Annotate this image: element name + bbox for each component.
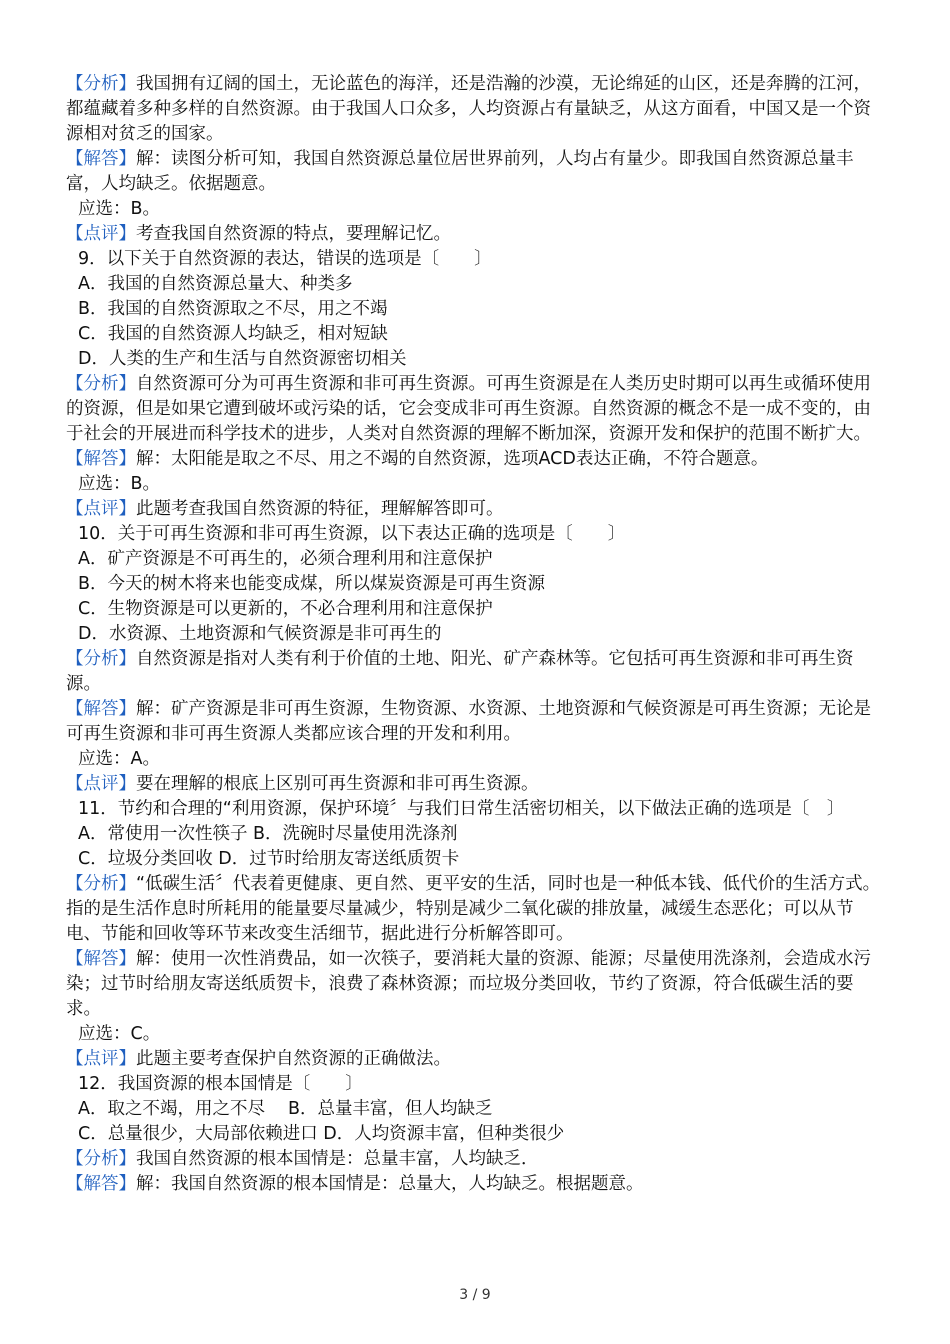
section-tag: 【解答】 xyxy=(66,1174,136,1194)
option-24 xyxy=(66,847,886,872)
paragraph-text: B．我国的自然资源取之不尽，用之不竭 xyxy=(78,299,388,319)
answer-27 xyxy=(66,1022,886,1047)
paragraph-text: 要在理解的根底上区别可再生资源和非可再生资源。 xyxy=(136,774,539,794)
paragraph-text: 解：使用一次性消费品，如一次筷子，要消耗大量的资源、能源；尽量使用洗涤剂，会造成水污染；过节时给朋友寄送纸质贺卡，浪费了森林资源；而垃圾分类回收，节约了资源，符合低碳生活的要求。 xyxy=(66,949,871,1019)
paragraph-text: 此题主要考查保护自然资源的正确做法。 xyxy=(136,1049,451,1069)
option-8 xyxy=(66,347,886,372)
paragraph-text: 自然资源是指对人类有利于价值的土地、阳光、矿产森林等。它包括可再生资源和非可再生资源。 xyxy=(66,649,854,694)
paragraph-text: A．取之不竭，用之不尽 B．总量丰富，但人均缺乏 xyxy=(78,1099,493,1119)
section-tag: 【点评】 xyxy=(66,1049,136,1069)
document-body xyxy=(66,72,886,1197)
option-15 xyxy=(66,572,886,597)
paragraph-text: C．我国的自然资源人均缺乏，相对短缺 xyxy=(78,324,388,344)
section-tag: 【分析】 xyxy=(66,374,136,394)
paragraph-text: 解：太阳能是取之不尽、用之不竭的自然资源，选项ACD表达正确，不符合题意。 xyxy=(136,449,769,469)
paragraph-text: A．常使用一次性筷子 B．洗碗时尽量使用洗涤剂 xyxy=(78,824,458,844)
paragraph-32 xyxy=(66,1147,886,1172)
paragraph-text: 此题考查我国自然资源的特征，理解解答即可。 xyxy=(136,499,504,519)
paragraph-text: “低碳生活〞代表着更健康、更自然、更平安的生活，同时也是一种低本钱、低代价的生活方式。指的是生活作息时所耗用的能量要尽量减少，特别是减少二氧化碳的排放量，减缓生态恶化；可以从节电、节能和回收等环节来改变生活细节，据此进行分析解答即可。 xyxy=(66,874,881,944)
section-tag: 【点评】 xyxy=(66,774,136,794)
paragraph-text: 11．节约和合理的“利用资源，保护环境〞与我们日常生活密切相关，以下做法正确的选项是〔 〕 xyxy=(78,799,845,819)
paragraph-text: C．生物资源是可以更新的，不必合理利用和注意保护 xyxy=(78,599,493,619)
section-tag: 【分析】 xyxy=(66,874,136,894)
paragraph-text: 10．关于可再生资源和非可再生资源，以下表达正确的选项是〔 〕 xyxy=(78,524,626,544)
paragraph-text: 12．我国资源的根本国情是〔 〕 xyxy=(78,1074,363,1094)
section-tag: 【点评】 xyxy=(66,499,136,519)
paragraph-text: D．人类的生产和生活与自然资源密切相关 xyxy=(78,349,407,369)
paragraph-12 xyxy=(66,497,886,522)
paragraph-text: B．今天的树木将来也能变成煤，所以煤炭资源是可再生资源 xyxy=(78,574,546,594)
paragraph-text: 9．以下关于自然资源的表达，错误的选项是〔 〕 xyxy=(78,249,492,269)
option-6 xyxy=(66,297,886,322)
paragraph-text: C．垃圾分类回收 D．过节时给朋友寄送纸质贺卡 xyxy=(78,849,460,869)
section-tag: 【解答】 xyxy=(66,449,136,469)
paragraph-text: 应选：A。 xyxy=(78,749,160,769)
paragraph-text: 自然资源可分为可再生资源和非可再生资源。可再生资源是在人类历史时期可以再生或循环使用的资源，但是如果它遭到破坏或污染的话，它会变成非可再生资源。自然资源的概念不是一成不变的，由于社会的开展进而科学技术的进步，人类对自然资源的理解不断加深，资源开发和保护的范围不断扩大。 xyxy=(66,374,871,444)
option-16 xyxy=(66,597,886,622)
paragraph-text: 我国自然资源的根本国情是：总量丰富，人均缺乏． xyxy=(136,1149,539,1169)
section-tag: 【分析】 xyxy=(66,649,136,669)
paragraph-18 xyxy=(66,647,886,697)
paragraph-25 xyxy=(66,872,886,947)
question-4 xyxy=(66,247,886,272)
paragraph-text: C．总量很少，大局部依赖进口 D．人均资源丰富，但种类很少 xyxy=(78,1124,565,1144)
paragraph-text: 解：读图分析可知，我国自然资源总量位居世界前列，人均占有量少。即我国自然资源总量丰富，人均缺乏。依据题意。 xyxy=(66,149,854,194)
paragraph-text: A．我国的自然资源总量大、种类多 xyxy=(78,274,353,294)
paragraph-0 xyxy=(66,72,886,147)
section-tag: 【解答】 xyxy=(66,149,136,169)
page-number: 3 / 9 xyxy=(459,1287,491,1303)
paragraph-3 xyxy=(66,222,886,247)
paragraph-text: D．水资源、土地资源和气候资源是非可再生的 xyxy=(78,624,442,644)
paragraph-text: 我国拥有辽阔的国土，无论蓝色的海洋，还是浩瀚的沙漠，无论绵延的山区，还是奔腾的江河，都蕴藏着多种多样的自然资源。由于我国人口众多，人均资源占有量缺乏，从这方面看，中国又是一个资源相对贫乏的国家。 xyxy=(66,74,871,144)
option-31 xyxy=(66,1122,886,1147)
paragraph-26 xyxy=(66,947,886,1022)
option-17 xyxy=(66,622,886,647)
paragraph-21 xyxy=(66,772,886,797)
question-22 xyxy=(66,797,886,822)
question-13 xyxy=(66,522,886,547)
section-tag: 【解答】 xyxy=(66,699,136,719)
answer-11 xyxy=(66,472,886,497)
paragraph-text: 考查我国自然资源的特点，要理解记忆。 xyxy=(136,224,451,244)
option-23 xyxy=(66,822,886,847)
section-tag: 【分析】 xyxy=(66,1149,136,1169)
paragraph-33 xyxy=(66,1172,886,1197)
paragraph-9 xyxy=(66,372,886,447)
paragraph-text: A．矿产资源是不可再生的，必须合理利用和注意保护 xyxy=(78,549,493,569)
paragraph-text: 应选：B。 xyxy=(78,199,161,219)
answer-2 xyxy=(66,197,886,222)
option-30 xyxy=(66,1097,886,1122)
question-29 xyxy=(66,1072,886,1097)
section-tag: 【分析】 xyxy=(66,74,136,94)
section-tag: 【解答】 xyxy=(66,949,136,969)
option-14 xyxy=(66,547,886,572)
answer-20 xyxy=(66,747,886,772)
section-tag: 【点评】 xyxy=(66,224,136,244)
paragraph-text: 应选：B。 xyxy=(78,474,161,494)
option-5 xyxy=(66,272,886,297)
paragraph-28 xyxy=(66,1047,886,1072)
paragraph-text: 解：矿产资源是非可再生资源，生物资源、水资源、土地资源和气候资源是可再生资源；无论是可再生资源和非可再生资源人类都应该合理的开发和利用。 xyxy=(66,699,871,744)
option-7 xyxy=(66,322,886,347)
paragraph-19 xyxy=(66,697,886,747)
paragraph-1 xyxy=(66,147,886,197)
paragraph-text: 应选：C。 xyxy=(78,1024,161,1044)
paragraph-text: 解：我国自然资源的根本国情是：总量大，人均缺乏。根据题意。 xyxy=(136,1174,644,1194)
paragraph-10 xyxy=(66,447,886,472)
